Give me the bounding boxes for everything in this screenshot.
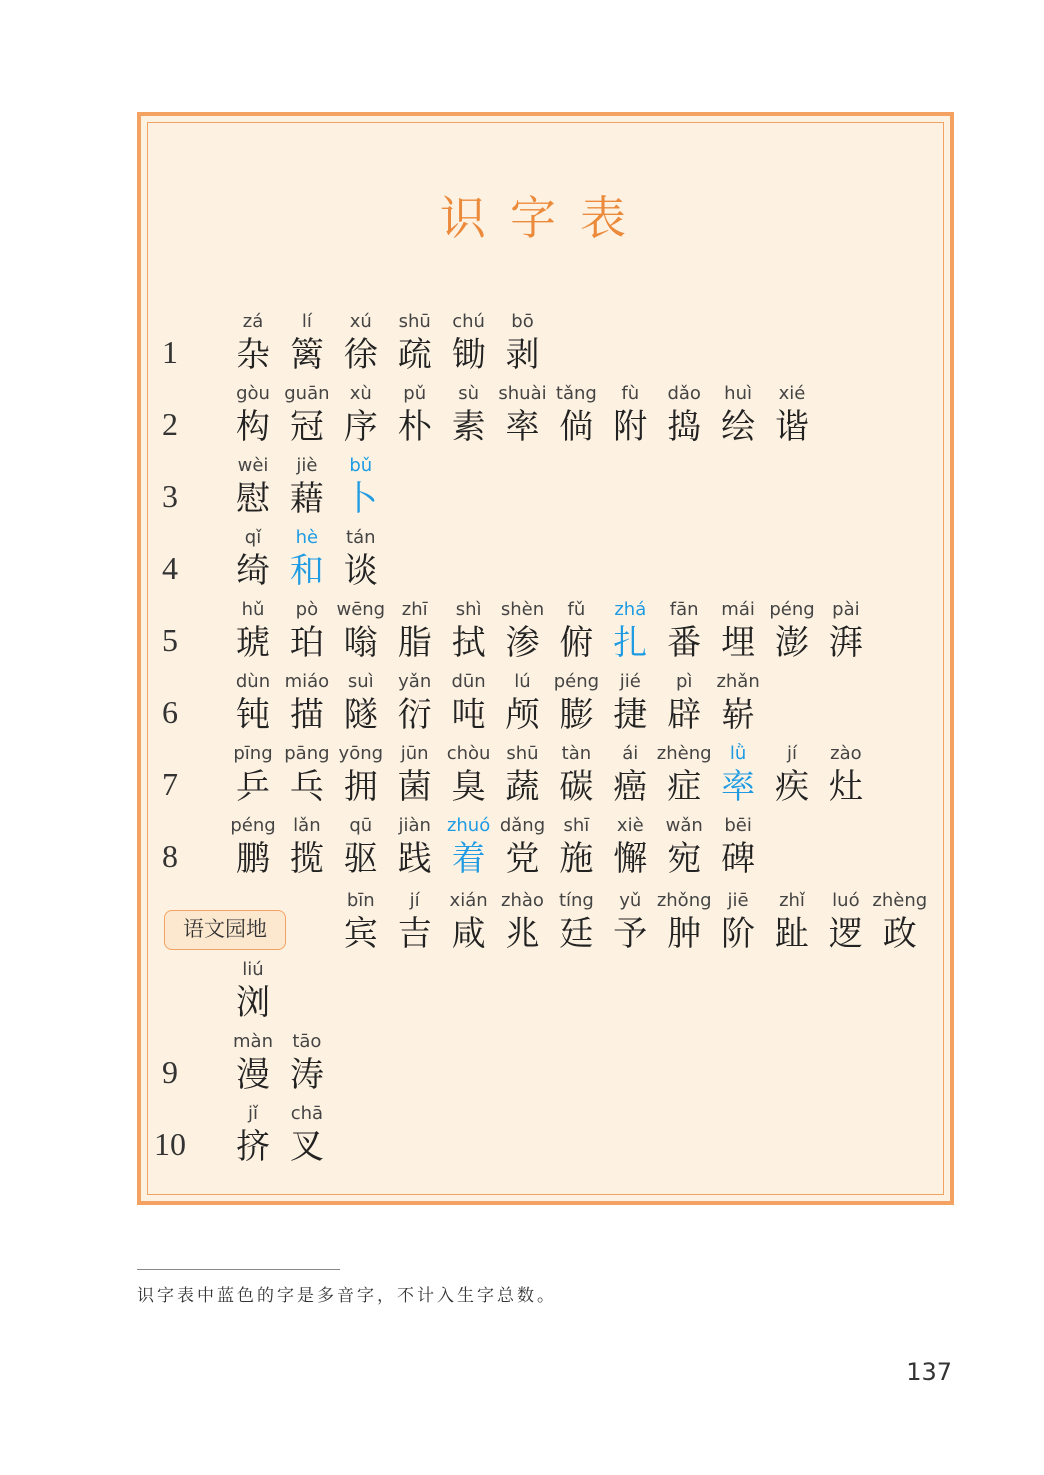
hanzi: 剥 [505, 335, 540, 375]
pinyin: tán [346, 527, 376, 548]
pinyin: gòu [236, 383, 270, 404]
pinyin: zhuó [446, 815, 491, 836]
pinyin: péng [230, 815, 276, 836]
hanzi: 浏 [236, 983, 270, 1023]
hanzi: 慰 [236, 479, 270, 519]
hanzi: 趾 [775, 914, 809, 954]
page-number: 137 [906, 1358, 952, 1386]
pinyin: jiè [296, 455, 318, 476]
pinyin: dūn [451, 671, 486, 692]
hanzi: 和 [289, 551, 324, 591]
character-cell [706, 814, 770, 880]
hanzi: 琥 [236, 623, 270, 663]
hanzi: 捣 [667, 407, 702, 447]
hanzi: 疾 [775, 767, 809, 807]
pinyin: zá [242, 311, 264, 332]
pinyin: tāo [292, 1031, 322, 1052]
hanzi: 锄 [451, 335, 486, 375]
hanzi: 着 [451, 839, 486, 879]
pinyin: qū [349, 815, 373, 836]
hanzi: 崭 [721, 695, 756, 735]
lesson-number: 3 [162, 478, 178, 514]
hanzi: 党 [505, 839, 540, 879]
pinyin: shī [563, 815, 590, 836]
pinyin: liú [242, 959, 264, 980]
pinyin: jǐ [247, 1103, 258, 1124]
pinyin: shū [506, 743, 539, 764]
hanzi: 拥 [343, 767, 378, 807]
hanzi: 宾 [343, 914, 378, 954]
hanzi: 描 [289, 695, 324, 735]
hanzi: 叉 [289, 1127, 324, 1167]
hanzi: 钝 [236, 695, 270, 735]
hanzi: 俯 [559, 623, 594, 663]
lesson-number: 1 [162, 334, 178, 370]
hanzi: 杂 [236, 335, 270, 375]
pinyin: shì [455, 599, 482, 620]
hanzi: 膨 [559, 695, 594, 735]
pinyin: pò [295, 599, 319, 620]
hanzi: 率 [505, 407, 540, 447]
hanzi: 卜 [343, 479, 378, 519]
pinyin: miáo [284, 671, 330, 692]
pinyin: wēng [336, 599, 386, 620]
pinyin: suì [347, 671, 374, 692]
pinyin: dǎng [499, 815, 546, 836]
hanzi: 灶 [828, 767, 863, 807]
hanzi: 挤 [236, 1127, 270, 1167]
hanzi: 阶 [721, 914, 756, 954]
hanzi: 捷 [613, 695, 648, 735]
hanzi: 吉 [397, 914, 432, 954]
hanzi: 乒 [236, 767, 270, 807]
yuwen-yuandi-badge: 语文园地 [164, 910, 286, 950]
pinyin: xié [778, 383, 806, 404]
pinyin: pǔ [403, 383, 427, 404]
pinyin: pāng [284, 743, 330, 764]
hanzi: 咸 [451, 914, 486, 954]
pinyin: dǎo [667, 383, 701, 404]
hanzi: 渗 [505, 623, 540, 663]
pinyin: xú [349, 311, 372, 332]
hanzi: 驱 [343, 839, 378, 879]
hanzi: 澎 [775, 623, 809, 663]
hanzi: 率 [721, 767, 756, 807]
pinyin: xù [349, 383, 372, 404]
lesson-number: 5 [162, 622, 178, 658]
hanzi: 揽 [289, 839, 324, 879]
pinyin: màn [233, 1031, 273, 1052]
hanzi: 谈 [343, 551, 378, 591]
pinyin: bǔ [349, 455, 373, 476]
hanzi: 绮 [236, 551, 270, 591]
hanzi: 扎 [613, 623, 648, 663]
pinyin: zhǒng [656, 890, 712, 911]
hanzi: 脂 [397, 623, 432, 663]
pinyin: péng [553, 671, 600, 692]
hanzi: 吨 [451, 695, 486, 735]
pinyin: bīn [346, 890, 375, 911]
lesson-number: 6 [162, 694, 178, 730]
pinyin: ái [622, 743, 639, 764]
hanzi: 乓 [289, 767, 324, 807]
pinyin: yǔ [619, 890, 642, 911]
pinyin: xiè [616, 815, 644, 836]
character-cell [491, 310, 555, 376]
hanzi: 藉 [289, 479, 324, 519]
hanzi: 蔬 [505, 767, 540, 807]
pinyin: chú [452, 311, 485, 332]
pinyin: zhèng [872, 890, 928, 911]
pinyin: jiàn [398, 815, 431, 836]
hanzi: 辟 [667, 695, 702, 735]
lesson-number: 4 [162, 550, 178, 586]
pinyin: xián [449, 890, 488, 911]
hanzi: 绘 [721, 407, 756, 447]
hanzi: 构 [236, 407, 270, 447]
pinyin: shū [398, 311, 431, 332]
pinyin: zhǎn [716, 671, 760, 692]
hanzi: 谐 [775, 407, 809, 447]
pinyin: pài [832, 599, 860, 620]
hanzi: 逻 [828, 914, 863, 954]
pinyin: hǔ [241, 599, 265, 620]
page-title: 识字表 [440, 191, 650, 245]
hanzi: 碳 [559, 767, 594, 807]
pinyin: shuài [498, 383, 547, 404]
pinyin: hè [295, 527, 319, 548]
pinyin: jiē [727, 890, 749, 911]
character-cell [275, 1102, 339, 1168]
lesson-number: 8 [162, 838, 178, 874]
lesson-number: 9 [162, 1054, 178, 1090]
footnote: 识字表中蓝色的字是多音字，不计入生字总数。 [137, 1286, 557, 1306]
lesson-number: 2 [162, 406, 178, 442]
pinyin: tíng [558, 890, 594, 911]
hanzi: 珀 [289, 623, 324, 663]
character-cell [706, 670, 770, 736]
hanzi: 序 [343, 407, 378, 447]
hanzi: 埋 [721, 623, 756, 663]
hanzi: 隧 [343, 695, 378, 735]
pinyin: péng [769, 599, 815, 620]
pinyin: sù [458, 383, 479, 404]
pinyin: fù [621, 383, 640, 404]
hanzi: 鹏 [236, 839, 270, 879]
pinyin: qǐ [244, 527, 262, 548]
hanzi: 菌 [397, 767, 432, 807]
hanzi: 冠 [289, 407, 324, 447]
pinyin: fān [669, 599, 699, 620]
pinyin: jí [786, 743, 797, 764]
hanzi: 漫 [236, 1055, 270, 1095]
hanzi: 朴 [397, 407, 432, 447]
hanzi: 践 [397, 839, 432, 879]
pinyin: lú [514, 671, 531, 692]
hanzi: 倘 [559, 407, 594, 447]
hanzi: 懈 [613, 839, 648, 879]
hanzi: 臭 [451, 767, 486, 807]
pinyin: pīng [233, 743, 273, 764]
pinyin: bēi [724, 815, 752, 836]
hanzi: 徐 [343, 335, 378, 375]
pinyin: chòu [446, 743, 491, 764]
character-cell [814, 742, 878, 808]
hanzi: 癌 [613, 767, 648, 807]
hanzi: 宛 [667, 839, 702, 879]
pinyin: shèn [500, 599, 545, 620]
pinyin: jié [619, 671, 641, 692]
hanzi: 涛 [289, 1055, 324, 1095]
pinyin: zhǐ [779, 890, 805, 911]
pinyin: yǎn [398, 671, 432, 692]
pinyin: jūn [400, 743, 429, 764]
pinyin: wǎn [665, 815, 703, 836]
pinyin: jí [409, 890, 420, 911]
pinyin: lǎn [293, 815, 321, 836]
pinyin: mái [721, 599, 755, 620]
hanzi: 肿 [667, 914, 702, 954]
lesson-number: 10 [154, 1126, 186, 1162]
hanzi: 疏 [397, 335, 432, 375]
hanzi: 湃 [828, 623, 863, 663]
pinyin: luó [832, 890, 860, 911]
character-cell [814, 598, 878, 664]
pinyin: dùn [235, 671, 271, 692]
pinyin: lí [301, 311, 312, 332]
hanzi: 施 [559, 839, 594, 879]
pinyin: wèi [237, 455, 269, 476]
pinyin: lǜ [729, 743, 747, 764]
pinyin: zhào [501, 890, 544, 911]
pinyin: zhá [614, 599, 647, 620]
pinyin: chā [290, 1103, 324, 1124]
hanzi: 予 [613, 914, 648, 954]
hanzi: 拭 [451, 623, 486, 663]
character-cell [275, 1030, 339, 1096]
pinyin: fǔ [567, 599, 586, 620]
character-cell [760, 382, 824, 448]
character-cell [868, 889, 932, 955]
pinyin: bō [511, 311, 534, 332]
hanzi: 政 [882, 914, 917, 954]
hanzi: 兆 [505, 914, 540, 954]
character-cell [329, 526, 393, 592]
hanzi: 碑 [721, 839, 756, 879]
pinyin: tàn [561, 743, 592, 764]
pinyin: tǎng [555, 383, 597, 404]
pinyin: pì [675, 671, 693, 692]
pinyin: zhèng [656, 743, 712, 764]
character-cell [329, 454, 393, 520]
hanzi: 番 [667, 623, 702, 663]
hanzi: 附 [613, 407, 648, 447]
pinyin: zào [830, 743, 862, 764]
character-cell [221, 958, 285, 1024]
pinyin: yōng [338, 743, 384, 764]
footnote-divider [137, 1269, 340, 1270]
hanzi: 症 [667, 767, 702, 807]
lesson-number: 7 [162, 766, 178, 802]
hanzi: 衍 [397, 695, 432, 735]
pinyin: zhī [401, 599, 428, 620]
hanzi: 嗡 [343, 623, 378, 663]
pinyin: guān [284, 383, 330, 404]
pinyin: huì [724, 383, 752, 404]
hanzi: 素 [451, 407, 486, 447]
hanzi: 颅 [505, 695, 540, 735]
hanzi: 廷 [559, 914, 594, 954]
hanzi: 篱 [289, 335, 324, 375]
